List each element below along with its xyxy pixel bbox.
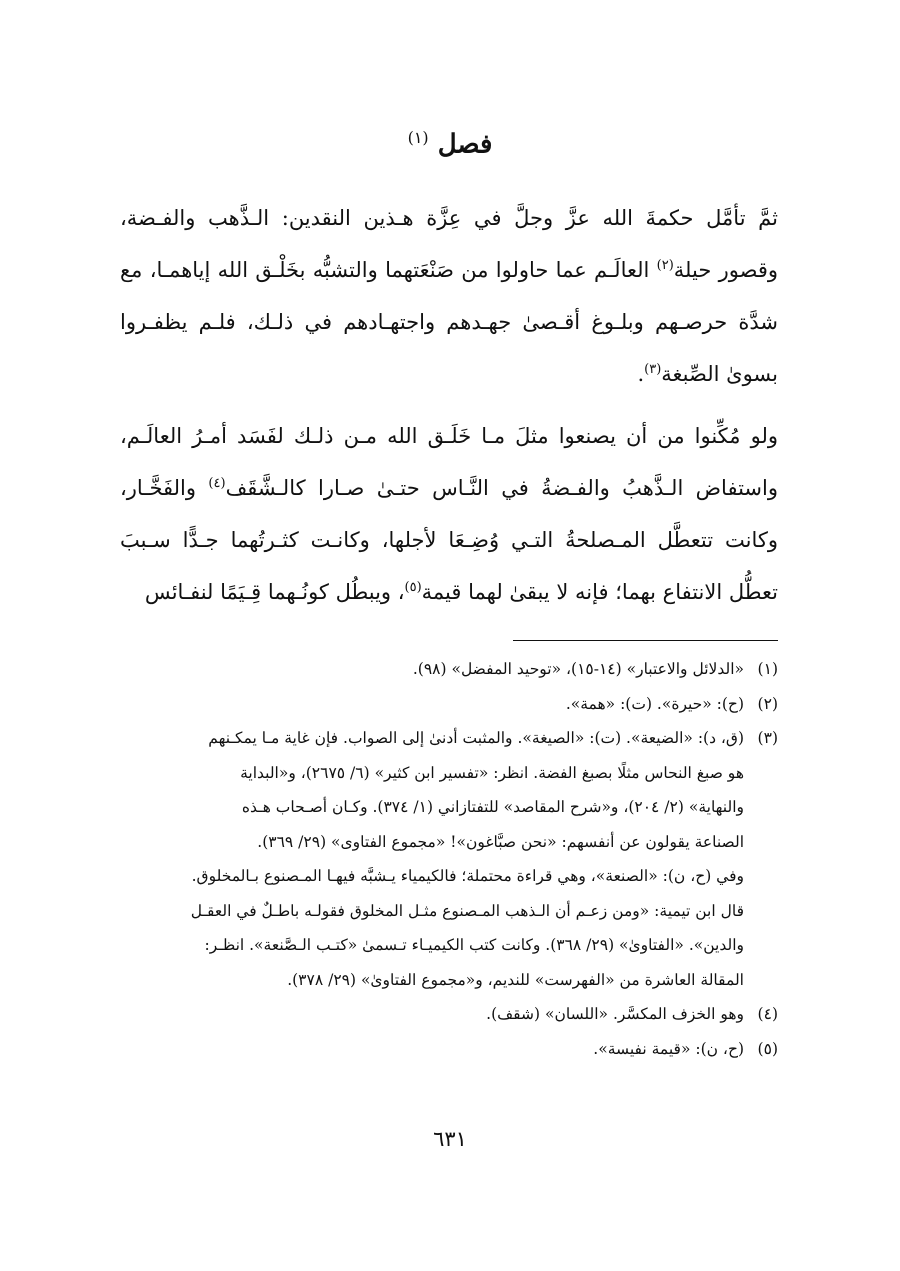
paragraph: [120, 192, 778, 400]
paragraph: [120, 410, 778, 618]
footnotes: [120, 652, 778, 1066]
footnote-number: (٤): [757, 1005, 778, 1023]
footnote-ref: (٥): [404, 580, 422, 595]
paragraph-text: ولو مُكِّنوا من أن يصنعوا مثلَ مـا خَلَـق الله مـن ذلـك لفَسَد أمـرُ العالَـم، واستفاض الـذَّهبُ والفـضةُ في النَّـاس حتـىٰ صـارا كالـشَّقَف: [120, 424, 778, 500]
section-heading: [0, 118, 900, 165]
footnote: [120, 997, 778, 1032]
paragraph-text: ، ويبطُل كونُـهما قِـيَمًا لنفـائس: [144, 580, 405, 604]
paragraph-text: .: [637, 362, 645, 386]
heading-footnote-ref: (١): [407, 128, 429, 147]
footnote-line: (ح): «حيرة». (ت): «همة».: [565, 694, 744, 713]
footnote-line: الصناعة يقولون عن أنفسهم: «نحن صبَّاغون»! «مجموع الفتاوى» (٢٩/ ٣٦٩).: [257, 832, 744, 851]
footnote: [120, 652, 778, 687]
footnote-line: المقالة العاشرة من «الفهرست» للنديم، و«مجموع الفتاوىٰ» (٢٩/ ٣٧٨).: [287, 970, 744, 989]
footnote-line: وفي (ح، ن): «الصنعة»، وهي قراءة محتملة؛ فالكيمياء يـشبَّه فيهـا المـصنوع بـالمخلوق.: [191, 867, 744, 885]
paragraph-text: ثمَّ تأمَّل حكمةَ الله عزَّ وجلَّ في عِزَّة هـذين النقدين: الـذَّهب والفـضة، وقصور حيلة: [120, 206, 778, 282]
footnote: [120, 1032, 778, 1067]
page-number: ٦٣١: [433, 1127, 467, 1151]
footnote-number: (٥): [757, 1039, 778, 1058]
footnote-line: هو صبغ النحاس مثلًا بصبغ الفضة. انظر: «تفسير ابن كثير» (٦/ ٢٦٧٥)، و«البداية: [240, 763, 744, 782]
footnote-line: (ق، د): «الضيعة». (ت): «الصيغة». والمثبت أدنىٰ إلى الصواب. فإن غاية مـا يمكـنهم: [208, 729, 744, 747]
footnote-ref: (٢): [656, 258, 674, 273]
footnote-number: (٣): [757, 729, 778, 747]
paragraph-text: والفَخَّـار، وكانت تتعطَّل المـصلحةُ التـي وُضِـعَا لأجلها، وكانـت كثـرتُهما جـدًّا سـببَ تعطُّل الانتفاع بهما؛ فإنه لا يبقىٰ لهما قيمة: [120, 476, 778, 604]
footnote-line: (ح، ن): «قيمة نفيسة».: [593, 1039, 744, 1058]
footnote: [120, 721, 778, 997]
footnote-ref: (٤): [208, 476, 226, 491]
footnote-separator: [513, 640, 778, 641]
footnote-number: (٢): [757, 694, 778, 713]
heading-title: فصل: [437, 129, 493, 160]
footnote-line: والدين». «الفتاوىٰ» (٢٩/ ٣٦٨). وكانت كتب الكيميـاء تـسمىٰ «كتـب الـصَّنعة». انظـر:: [204, 936, 744, 954]
footnote-line: وهو الخزف المكسَّر. «اللسان» (شقف).: [486, 1005, 744, 1023]
paragraph-text: العالَـم عما حاولوا من صَنْعَتهما والتشبُّه بخَلْـق الله إياهمـا، مع شدَّة حرصـهم وبلـوغ أقـصىٰ جهـدهم واجتهـادهم في ذلـك، فلـم يظفـروا بسوىٰ الصِّبغة: [120, 258, 778, 386]
footnote-line: والنهاية» (٢/ ٢٠٤)، و«شرح المقاصد» للتفتازاني (١/ ٣٧٤). وكـان أصـحاب هـذه: [241, 798, 744, 816]
footnote-line: «الدلائل والاعتبار» (١٤-١٥)، «توحيد المفضل» (٩٨).: [412, 660, 744, 678]
footnote: [120, 687, 778, 722]
footnote-ref: (٣): [644, 362, 662, 377]
footnote-line: قال ابن تيمية: «ومن زعـم أن الـذهب المـصنوع مثـل المخلوق فقولـه باطـلٌ في العقـل: [190, 901, 744, 920]
footnote-number: (١): [757, 660, 778, 678]
